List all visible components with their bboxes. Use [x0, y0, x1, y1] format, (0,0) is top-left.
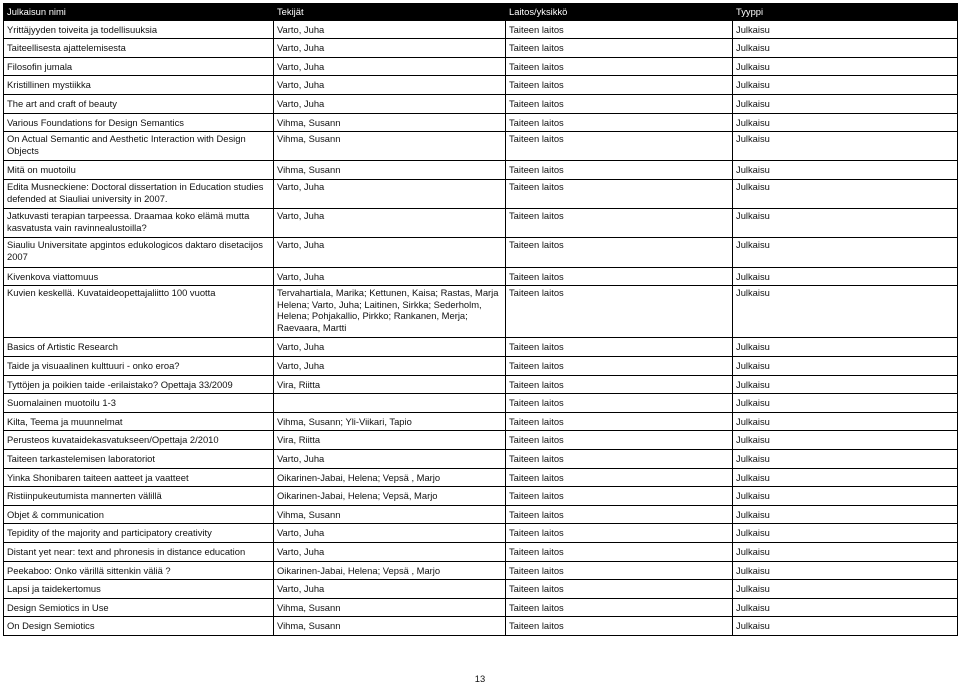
publication-type: Julkaisu	[733, 20, 958, 39]
publication-authors: Vihma, Susann	[274, 598, 506, 617]
publication-authors: Varto, Juha	[274, 39, 506, 58]
publication-authors: Varto, Juha	[274, 357, 506, 376]
publication-title: Kristillinen mystiikka	[4, 76, 274, 95]
publication-department: Taiteen laitos	[506, 113, 733, 132]
publication-authors: Varto, Juha	[274, 543, 506, 562]
table-row	[4, 617, 958, 636]
publication-department: Taiteen laitos	[506, 524, 733, 543]
table-row	[4, 394, 958, 413]
publication-title: Tyttöjen ja poikien taide -erilaistako? Opettaja 33/2009	[4, 375, 274, 394]
publication-department: Taiteen laitos	[506, 267, 733, 286]
publication-department: Taiteen laitos	[506, 505, 733, 524]
table-row	[4, 487, 958, 506]
publication-title: Taide ja visuaalinen kulttuuri - onko eroa?	[4, 357, 274, 376]
publication-authors: Varto, Juha	[274, 20, 506, 39]
header-department: Laitos/yksikkö	[506, 4, 733, 21]
publication-title: Taiteellisesta ajattelemisesta	[4, 39, 274, 58]
publication-title: Edita Musneckiene: Doctoral dissertation in Education studies defended at Siauliai university in 2007.	[4, 179, 274, 208]
publication-title: On Design Semiotics	[4, 617, 274, 636]
table-row	[4, 412, 958, 431]
publication-title: Jatkuvasti terapian tarpeessa. Draamaa koko elämä mutta kasvatusta vain ravinnealustoilla?	[4, 209, 274, 238]
publication-title: Various Foundations for Design Semantics	[4, 113, 274, 132]
publication-type: Julkaisu	[733, 487, 958, 506]
publication-authors: Varto, Juha	[274, 267, 506, 286]
publication-title: Basics of Artistic Research	[4, 338, 274, 357]
publication-type: Julkaisu	[733, 357, 958, 376]
publication-title: On Actual Semantic and Aesthetic Interaction with Design Objects	[4, 132, 274, 161]
publication-type: Julkaisu	[733, 561, 958, 580]
publication-type: Julkaisu	[733, 94, 958, 113]
publication-authors: Tervahartiala, Marika; Kettunen, Kaisa; Rastas, Marja Helena; Varto, Juha; Laitinen, Sirkka; Sederholm, Helena; Pohjakallio, Pirkko; Rankanen, Merja; Raevaara, Martti	[274, 286, 506, 338]
publication-type: Julkaisu	[733, 39, 958, 58]
publication-department: Taiteen laitos	[506, 20, 733, 39]
table-row	[4, 580, 958, 599]
table-row	[4, 375, 958, 394]
publication-department: Taiteen laitos	[506, 179, 733, 208]
table-row	[4, 161, 958, 180]
publications-table	[3, 3, 958, 636]
publication-title: Yinka Shonibaren taiteen aatteet ja vaatteet	[4, 468, 274, 487]
publication-type: Julkaisu	[733, 267, 958, 286]
table-row	[4, 94, 958, 113]
publication-type: Julkaisu	[733, 57, 958, 76]
table-row	[4, 561, 958, 580]
table-row	[4, 132, 958, 161]
publication-title: Filosofin jumala	[4, 57, 274, 76]
publication-type: Julkaisu	[733, 286, 958, 338]
publication-department: Taiteen laitos	[506, 487, 733, 506]
publication-department: Taiteen laitos	[506, 209, 733, 238]
publication-title: Lapsi ja taidekertomus	[4, 580, 274, 599]
publication-type: Julkaisu	[733, 431, 958, 450]
table-row	[4, 543, 958, 562]
publication-type: Julkaisu	[733, 76, 958, 95]
table-row	[4, 20, 958, 39]
publication-type: Julkaisu	[733, 179, 958, 208]
publication-type: Julkaisu	[733, 543, 958, 562]
publication-department: Taiteen laitos	[506, 286, 733, 338]
publication-department: Taiteen laitos	[506, 431, 733, 450]
publication-type: Julkaisu	[733, 113, 958, 132]
publication-type: Julkaisu	[733, 394, 958, 413]
publication-authors: Vihma, Susann; Yli-Viikari, Tapio	[274, 412, 506, 431]
table-row	[4, 113, 958, 132]
table-row	[4, 238, 958, 267]
table-row	[4, 39, 958, 58]
publication-title: Kuvien keskellä. Kuvataideopettajaliitto 100 vuotta	[4, 286, 274, 338]
table-row	[4, 598, 958, 617]
publication-department: Taiteen laitos	[506, 94, 733, 113]
publication-department: Taiteen laitos	[506, 132, 733, 161]
publication-authors	[274, 394, 506, 413]
publication-type: Julkaisu	[733, 375, 958, 394]
publication-type: Julkaisu	[733, 598, 958, 617]
publication-authors: Varto, Juha	[274, 209, 506, 238]
publication-authors: Varto, Juha	[274, 238, 506, 267]
publication-authors: Oikarinen-Jabai, Helena; Vepsä , Marjo	[274, 561, 506, 580]
table-row	[4, 209, 958, 238]
header-title: Julkaisun nimi	[4, 4, 274, 21]
table-row	[4, 468, 958, 487]
publication-title: Yrittäjyyden toiveita ja todellisuuksia	[4, 20, 274, 39]
publication-department: Taiteen laitos	[506, 412, 733, 431]
publication-type: Julkaisu	[733, 209, 958, 238]
publication-authors: Oikarinen-Jabai, Helena; Vepsä , Marjo	[274, 468, 506, 487]
publication-type: Julkaisu	[733, 132, 958, 161]
publication-title: Peekaboo: Onko värillä sittenkin väliä ?	[4, 561, 274, 580]
publication-department: Taiteen laitos	[506, 76, 733, 95]
publication-title: The art and craft of beauty	[4, 94, 274, 113]
publication-authors: Oikarinen-Jabai, Helena; Vepsä, Marjo	[274, 487, 506, 506]
table-row	[4, 76, 958, 95]
table-row	[4, 57, 958, 76]
publication-department: Taiteen laitos	[506, 57, 733, 76]
publication-title: Siauliu Universitate apgintos edukologicos daktaro disetacijos 2007	[4, 238, 274, 267]
publication-department: Taiteen laitos	[506, 394, 733, 413]
page-number: 13	[474, 673, 486, 684]
publication-title: Design Semiotics in Use	[4, 598, 274, 617]
header-type: Tyyppi	[733, 4, 958, 21]
table-row	[4, 431, 958, 450]
publication-department: Taiteen laitos	[506, 375, 733, 394]
publication-department: Taiteen laitos	[506, 39, 733, 58]
table-row	[4, 179, 958, 208]
publication-department: Taiteen laitos	[506, 238, 733, 267]
table-row	[4, 338, 958, 357]
publication-authors: Vihma, Susann	[274, 132, 506, 161]
publication-authors: Vihma, Susann	[274, 161, 506, 180]
publication-type: Julkaisu	[733, 412, 958, 431]
publication-department: Taiteen laitos	[506, 543, 733, 562]
publication-title: Kivenkova viattomuus	[4, 267, 274, 286]
publication-department: Taiteen laitos	[506, 580, 733, 599]
table-row	[4, 505, 958, 524]
publication-title: Perusteos kuvataidekasvatukseen/Opettaja 2/2010	[4, 431, 274, 450]
table-row	[4, 524, 958, 543]
table-row	[4, 286, 958, 338]
publication-type: Julkaisu	[733, 238, 958, 267]
publication-title: Kilta, Teema ja muunnelmat	[4, 412, 274, 431]
publication-department: Taiteen laitos	[506, 561, 733, 580]
publication-title: Suomalainen muotoilu 1-3	[4, 394, 274, 413]
publication-department: Taiteen laitos	[506, 161, 733, 180]
publication-authors: Varto, Juha	[274, 524, 506, 543]
publication-department: Taiteen laitos	[506, 598, 733, 617]
publication-title: Ristiinpukeutumista mannerten välillä	[4, 487, 274, 506]
publication-title: Objet & communication	[4, 505, 274, 524]
publication-authors: Varto, Juha	[274, 450, 506, 469]
publication-authors: Varto, Juha	[274, 94, 506, 113]
publication-department: Taiteen laitos	[506, 338, 733, 357]
publication-authors: Vihma, Susann	[274, 505, 506, 524]
publication-authors: Varto, Juha	[274, 179, 506, 208]
publication-department: Taiteen laitos	[506, 357, 733, 376]
publication-department: Taiteen laitos	[506, 450, 733, 469]
table-header-row	[4, 4, 958, 21]
publication-type: Julkaisu	[733, 580, 958, 599]
publication-department: Taiteen laitos	[506, 617, 733, 636]
publication-title: Tepidity of the majority and participatory creativity	[4, 524, 274, 543]
table-row	[4, 450, 958, 469]
publication-type: Julkaisu	[733, 161, 958, 180]
publication-title: Taiteen tarkastelemisen laboratoriot	[4, 450, 274, 469]
header-authors: Tekijät	[274, 4, 506, 21]
publication-type: Julkaisu	[733, 468, 958, 487]
publication-title: Mitä on muotoilu	[4, 161, 274, 180]
publication-authors: Vihma, Susann	[274, 617, 506, 636]
publication-type: Julkaisu	[733, 338, 958, 357]
publication-type: Julkaisu	[733, 505, 958, 524]
publication-authors: Varto, Juha	[274, 76, 506, 95]
publication-authors: Vihma, Susann	[274, 113, 506, 132]
publication-type: Julkaisu	[733, 524, 958, 543]
publication-authors: Varto, Juha	[274, 338, 506, 357]
publication-authors: Vira, Riitta	[274, 375, 506, 394]
publication-authors: Varto, Juha	[274, 580, 506, 599]
publication-department: Taiteen laitos	[506, 468, 733, 487]
publication-title: Distant yet near: text and phronesis in distance education	[4, 543, 274, 562]
publication-authors: Vira, Riitta	[274, 431, 506, 450]
table-row	[4, 357, 958, 376]
publication-authors: Varto, Juha	[274, 57, 506, 76]
publication-type: Julkaisu	[733, 450, 958, 469]
publication-type: Julkaisu	[733, 617, 958, 636]
table-row	[4, 267, 958, 286]
